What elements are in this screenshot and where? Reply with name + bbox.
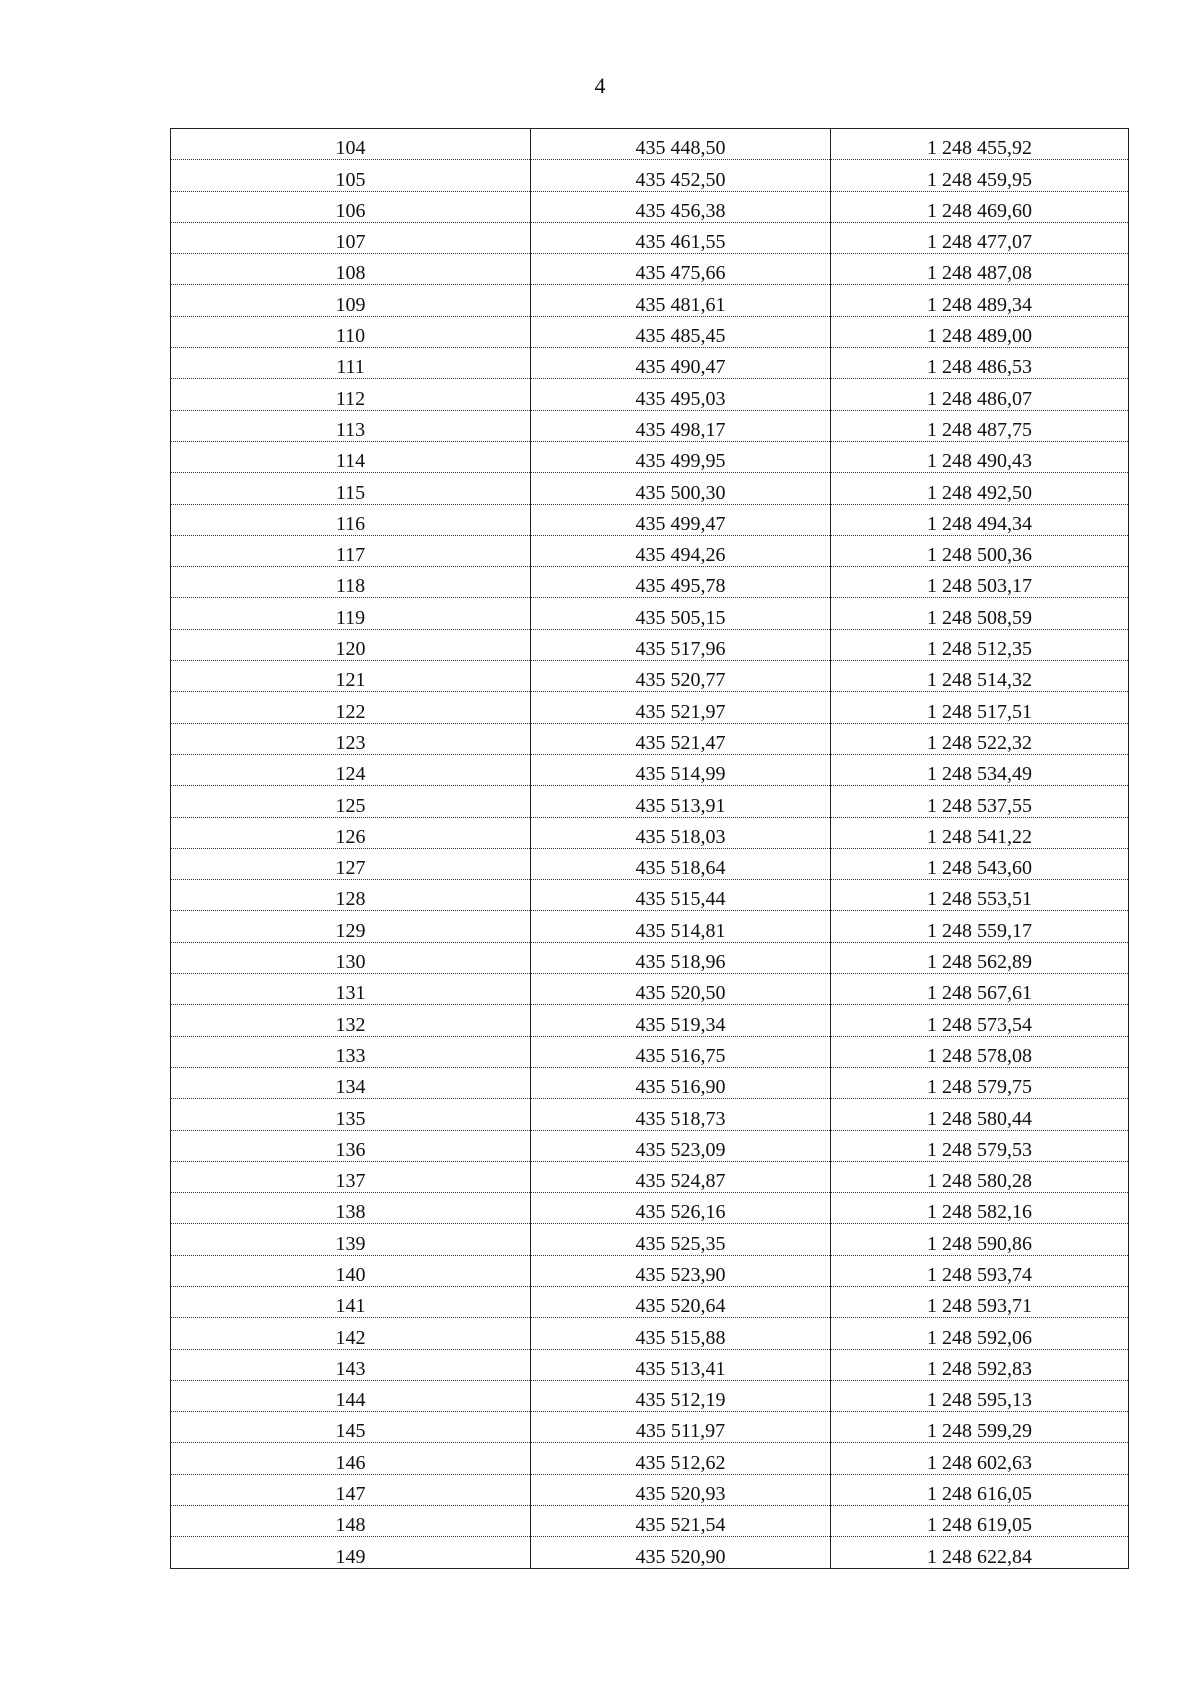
table-row xyxy=(171,817,1129,848)
x-coordinate-cell: 435 518,03 xyxy=(531,817,831,848)
y-coordinate-cell: 1 248 592,06 xyxy=(831,1318,1129,1349)
x-coordinate-cell: 435 520,90 xyxy=(531,1537,831,1568)
point-number-cell: 120 xyxy=(171,629,531,660)
x-coordinate-cell: 435 494,26 xyxy=(531,535,831,566)
y-coordinate-cell: 1 248 522,32 xyxy=(831,723,1129,754)
x-coordinate-cell: 435 520,93 xyxy=(531,1474,831,1505)
coordinates-table-body xyxy=(171,129,1129,1569)
table-row xyxy=(171,723,1129,754)
y-coordinate-cell: 1 248 602,63 xyxy=(831,1443,1129,1474)
table-row xyxy=(171,1349,1129,1380)
point-number-cell: 140 xyxy=(171,1255,531,1286)
table-row xyxy=(171,379,1129,410)
x-coordinate-cell: 435 517,96 xyxy=(531,629,831,660)
y-coordinate-cell: 1 248 486,53 xyxy=(831,348,1129,379)
y-coordinate-cell: 1 248 616,05 xyxy=(831,1474,1129,1505)
table-row xyxy=(171,1193,1129,1224)
y-coordinate-cell: 1 248 503,17 xyxy=(831,567,1129,598)
table-row xyxy=(171,1443,1129,1474)
point-number-cell: 142 xyxy=(171,1318,531,1349)
point-number-cell: 134 xyxy=(171,1067,531,1098)
x-coordinate-cell: 435 514,81 xyxy=(531,911,831,942)
point-number-cell: 130 xyxy=(171,942,531,973)
x-coordinate-cell: 435 519,34 xyxy=(531,1005,831,1036)
y-coordinate-cell: 1 248 593,71 xyxy=(831,1286,1129,1317)
coordinates-table xyxy=(170,128,1129,1569)
y-coordinate-cell: 1 248 537,55 xyxy=(831,786,1129,817)
x-coordinate-cell: 435 495,03 xyxy=(531,379,831,410)
table-row xyxy=(171,316,1129,347)
table-row xyxy=(171,567,1129,598)
table-row xyxy=(171,786,1129,817)
x-coordinate-cell: 435 520,50 xyxy=(531,974,831,1005)
point-number-cell: 107 xyxy=(171,222,531,253)
point-number-cell: 108 xyxy=(171,254,531,285)
x-coordinate-cell: 435 456,38 xyxy=(531,191,831,222)
x-coordinate-cell: 435 520,77 xyxy=(531,661,831,692)
x-coordinate-cell: 435 524,87 xyxy=(531,1161,831,1192)
point-number-cell: 116 xyxy=(171,504,531,535)
x-coordinate-cell: 435 452,50 xyxy=(531,160,831,191)
point-number-cell: 106 xyxy=(171,191,531,222)
y-coordinate-cell: 1 248 494,34 xyxy=(831,504,1129,535)
table-row xyxy=(171,880,1129,911)
table-row xyxy=(171,254,1129,285)
table-row xyxy=(171,1161,1129,1192)
table-row xyxy=(171,129,1129,160)
table-row xyxy=(171,473,1129,504)
y-coordinate-cell: 1 248 459,95 xyxy=(831,160,1129,191)
table-row xyxy=(171,285,1129,316)
x-coordinate-cell: 435 525,35 xyxy=(531,1224,831,1255)
x-coordinate-cell: 435 520,64 xyxy=(531,1286,831,1317)
x-coordinate-cell: 435 521,97 xyxy=(531,692,831,723)
point-number-cell: 113 xyxy=(171,410,531,441)
y-coordinate-cell: 1 248 541,22 xyxy=(831,817,1129,848)
y-coordinate-cell: 1 248 534,49 xyxy=(831,754,1129,785)
y-coordinate-cell: 1 248 595,13 xyxy=(831,1380,1129,1411)
table-row xyxy=(171,1537,1129,1568)
table-row xyxy=(171,1067,1129,1098)
point-number-cell: 115 xyxy=(171,473,531,504)
y-coordinate-cell: 1 248 517,51 xyxy=(831,692,1129,723)
point-number-cell: 125 xyxy=(171,786,531,817)
y-coordinate-cell: 1 248 593,74 xyxy=(831,1255,1129,1286)
table-row xyxy=(171,1255,1129,1286)
x-coordinate-cell: 435 499,95 xyxy=(531,441,831,472)
x-coordinate-cell: 435 516,75 xyxy=(531,1036,831,1067)
point-number-cell: 131 xyxy=(171,974,531,1005)
x-coordinate-cell: 435 523,90 xyxy=(531,1255,831,1286)
y-coordinate-cell: 1 248 579,75 xyxy=(831,1067,1129,1098)
x-coordinate-cell: 435 521,47 xyxy=(531,723,831,754)
point-number-cell: 145 xyxy=(171,1412,531,1443)
table-row xyxy=(171,1474,1129,1505)
x-coordinate-cell: 435 526,16 xyxy=(531,1193,831,1224)
point-number-cell: 117 xyxy=(171,535,531,566)
table-row xyxy=(171,1130,1129,1161)
y-coordinate-cell: 1 248 559,17 xyxy=(831,911,1129,942)
point-number-cell: 129 xyxy=(171,911,531,942)
y-coordinate-cell: 1 248 508,59 xyxy=(831,598,1129,629)
point-number-cell: 141 xyxy=(171,1286,531,1317)
point-number-cell: 146 xyxy=(171,1443,531,1474)
y-coordinate-cell: 1 248 489,34 xyxy=(831,285,1129,316)
point-number-cell: 127 xyxy=(171,848,531,879)
x-coordinate-cell: 435 461,55 xyxy=(531,222,831,253)
point-number-cell: 143 xyxy=(171,1349,531,1380)
x-coordinate-cell: 435 512,19 xyxy=(531,1380,831,1411)
x-coordinate-cell: 435 513,91 xyxy=(531,786,831,817)
x-coordinate-cell: 435 513,41 xyxy=(531,1349,831,1380)
x-coordinate-cell: 435 498,17 xyxy=(531,410,831,441)
y-coordinate-cell: 1 248 553,51 xyxy=(831,880,1129,911)
table-row xyxy=(171,692,1129,723)
y-coordinate-cell: 1 248 592,83 xyxy=(831,1349,1129,1380)
point-number-cell: 148 xyxy=(171,1506,531,1537)
table-row xyxy=(171,1506,1129,1537)
table-row xyxy=(171,1412,1129,1443)
y-coordinate-cell: 1 248 573,54 xyxy=(831,1005,1129,1036)
table-row xyxy=(171,222,1129,253)
point-number-cell: 119 xyxy=(171,598,531,629)
page-number: 4 xyxy=(594,73,606,98)
x-coordinate-cell: 435 515,44 xyxy=(531,880,831,911)
y-coordinate-cell: 1 248 567,61 xyxy=(831,974,1129,1005)
y-coordinate-cell: 1 248 543,60 xyxy=(831,848,1129,879)
x-coordinate-cell: 435 448,50 xyxy=(531,129,831,160)
point-number-cell: 122 xyxy=(171,692,531,723)
x-coordinate-cell: 435 481,61 xyxy=(531,285,831,316)
y-coordinate-cell: 1 248 590,86 xyxy=(831,1224,1129,1255)
point-number-cell: 111 xyxy=(171,348,531,379)
table-row xyxy=(171,348,1129,379)
point-number-cell: 137 xyxy=(171,1161,531,1192)
y-coordinate-cell: 1 248 578,08 xyxy=(831,1036,1129,1067)
point-number-cell: 135 xyxy=(171,1099,531,1130)
table-row xyxy=(171,1286,1129,1317)
y-coordinate-cell: 1 248 486,07 xyxy=(831,379,1129,410)
y-coordinate-cell: 1 248 579,53 xyxy=(831,1130,1129,1161)
point-number-cell: 128 xyxy=(171,880,531,911)
y-coordinate-cell: 1 248 512,35 xyxy=(831,629,1129,660)
x-coordinate-cell: 435 515,88 xyxy=(531,1318,831,1349)
x-coordinate-cell: 435 505,15 xyxy=(531,598,831,629)
table-row xyxy=(171,629,1129,660)
y-coordinate-cell: 1 248 580,28 xyxy=(831,1161,1129,1192)
y-coordinate-cell: 1 248 477,07 xyxy=(831,222,1129,253)
table-row xyxy=(171,848,1129,879)
point-number-cell: 118 xyxy=(171,567,531,598)
point-number-cell: 109 xyxy=(171,285,531,316)
y-coordinate-cell: 1 248 492,50 xyxy=(831,473,1129,504)
table-row xyxy=(171,504,1129,535)
table-row xyxy=(171,160,1129,191)
table-row xyxy=(171,1318,1129,1349)
y-coordinate-cell: 1 248 500,36 xyxy=(831,535,1129,566)
point-number-cell: 144 xyxy=(171,1380,531,1411)
x-coordinate-cell: 435 514,99 xyxy=(531,754,831,785)
point-number-cell: 123 xyxy=(171,723,531,754)
x-coordinate-cell: 435 499,47 xyxy=(531,504,831,535)
point-number-cell: 105 xyxy=(171,160,531,191)
table-row xyxy=(171,1005,1129,1036)
point-number-cell: 114 xyxy=(171,441,531,472)
table-row xyxy=(171,974,1129,1005)
table-row xyxy=(171,598,1129,629)
x-coordinate-cell: 435 518,96 xyxy=(531,942,831,973)
table-row xyxy=(171,661,1129,692)
y-coordinate-cell: 1 248 489,00 xyxy=(831,316,1129,347)
y-coordinate-cell: 1 248 599,29 xyxy=(831,1412,1129,1443)
point-number-cell: 138 xyxy=(171,1193,531,1224)
x-coordinate-cell: 435 495,78 xyxy=(531,567,831,598)
x-coordinate-cell: 435 518,64 xyxy=(531,848,831,879)
table-row xyxy=(171,1036,1129,1067)
x-coordinate-cell: 435 518,73 xyxy=(531,1099,831,1130)
point-number-cell: 132 xyxy=(171,1005,531,1036)
point-number-cell: 147 xyxy=(171,1474,531,1505)
y-coordinate-cell: 1 248 514,32 xyxy=(831,661,1129,692)
table-row xyxy=(171,1099,1129,1130)
point-number-cell: 121 xyxy=(171,661,531,692)
table-row xyxy=(171,535,1129,566)
x-coordinate-cell: 435 521,54 xyxy=(531,1506,831,1537)
y-coordinate-cell: 1 248 469,60 xyxy=(831,191,1129,222)
point-number-cell: 133 xyxy=(171,1036,531,1067)
table-row xyxy=(171,191,1129,222)
y-coordinate-cell: 1 248 580,44 xyxy=(831,1099,1129,1130)
y-coordinate-cell: 1 248 455,92 xyxy=(831,129,1129,160)
y-coordinate-cell: 1 248 487,08 xyxy=(831,254,1129,285)
x-coordinate-cell: 435 516,90 xyxy=(531,1067,831,1098)
y-coordinate-cell: 1 248 562,89 xyxy=(831,942,1129,973)
x-coordinate-cell: 435 500,30 xyxy=(531,473,831,504)
table-row xyxy=(171,1380,1129,1411)
table-row xyxy=(171,410,1129,441)
point-number-cell: 149 xyxy=(171,1537,531,1568)
point-number-cell: 104 xyxy=(171,129,531,160)
point-number-cell: 110 xyxy=(171,316,531,347)
point-number-cell: 139 xyxy=(171,1224,531,1255)
y-coordinate-cell: 1 248 619,05 xyxy=(831,1506,1129,1537)
table-row xyxy=(171,911,1129,942)
table-row xyxy=(171,1224,1129,1255)
table-row xyxy=(171,942,1129,973)
x-coordinate-cell: 435 485,45 xyxy=(531,316,831,347)
x-coordinate-cell: 435 490,47 xyxy=(531,348,831,379)
x-coordinate-cell: 435 512,62 xyxy=(531,1443,831,1474)
x-coordinate-cell: 435 511,97 xyxy=(531,1412,831,1443)
y-coordinate-cell: 1 248 622,84 xyxy=(831,1537,1129,1568)
point-number-cell: 136 xyxy=(171,1130,531,1161)
point-number-cell: 124 xyxy=(171,754,531,785)
point-number-cell: 112 xyxy=(171,379,531,410)
y-coordinate-cell: 1 248 487,75 xyxy=(831,410,1129,441)
table-row xyxy=(171,441,1129,472)
y-coordinate-cell: 1 248 490,43 xyxy=(831,441,1129,472)
x-coordinate-cell: 435 523,09 xyxy=(531,1130,831,1161)
y-coordinate-cell: 1 248 582,16 xyxy=(831,1193,1129,1224)
x-coordinate-cell: 435 475,66 xyxy=(531,254,831,285)
table-row xyxy=(171,754,1129,785)
point-number-cell: 126 xyxy=(171,817,531,848)
